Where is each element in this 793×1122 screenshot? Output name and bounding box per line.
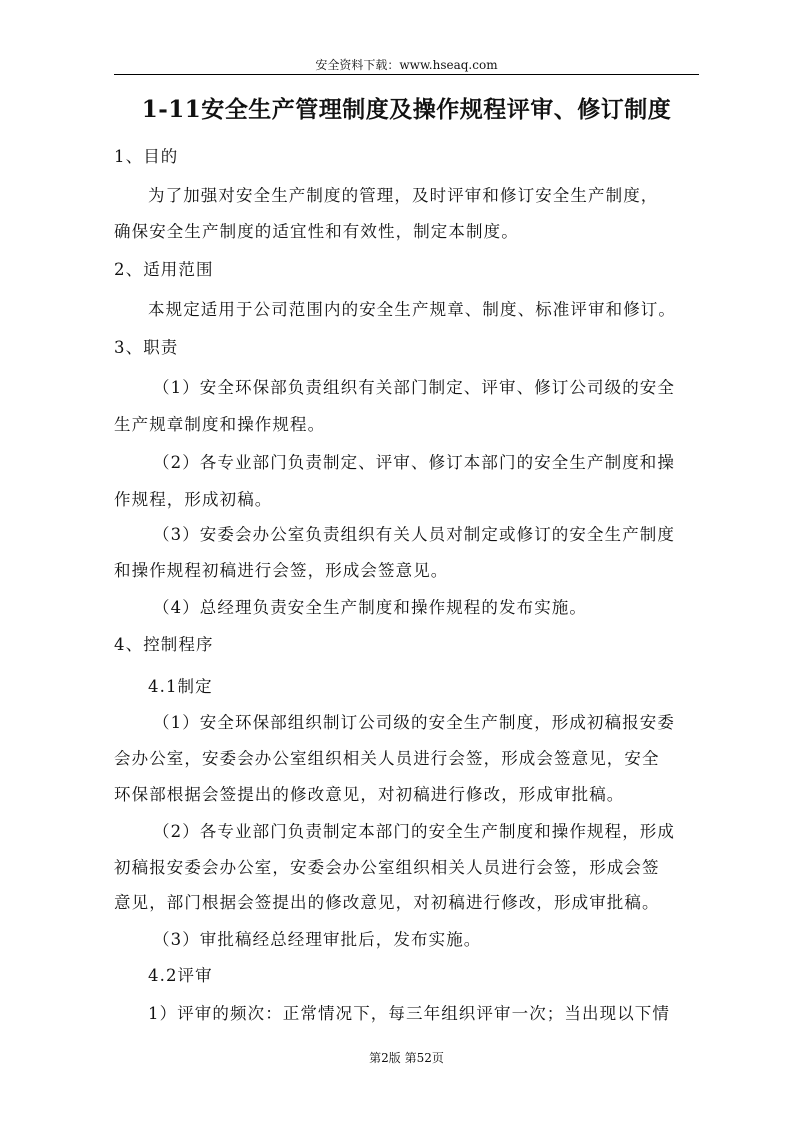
page-header: 安全资料下载：www.hseaq.com [315, 58, 498, 72]
paragraph-line: 作规程，形成初稿。 [114, 490, 273, 509]
paragraph-line: 确保安全生产制度的适宜性和有效性，制定本制度。 [114, 222, 519, 241]
section-heading-duties: 3、职责 [114, 338, 179, 357]
paragraph-line: 会办公室，安委会办公室组织相关人员进行会签，形成会签意见，安全 [114, 749, 660, 768]
paragraph-line: 和操作规程初稿进行会签，形成会签意见。 [114, 561, 449, 580]
subsection-heading-formulation: 4.1制定 [148, 677, 213, 696]
subsection-heading-review: 4.2评审 [148, 966, 213, 985]
paragraph-line: 环保部根据会签提出的修改意见，对初稿进行修改，形成审批稿。 [114, 785, 625, 804]
paragraph-line: （3）审批稿经总经理审批后，发布实施。 [153, 930, 482, 949]
section-heading-purpose: 1、目的 [114, 147, 179, 166]
paragraph-line: （1）安全环保部组织制订公司级的安全生产制度，形成初稿报安委 [153, 713, 675, 732]
paragraph-line: 意见，部门根据会签提出的修改意见，对初稿进行修改，形成审批稿。 [114, 893, 660, 912]
document-title: 1-11安全生产管理制度及操作规程评审、修订制度 [141, 96, 672, 123]
paragraph-line: 1）评审的频次：正常情况下，每三年组织评审一次；当出现以下情 [148, 1004, 670, 1023]
paragraph-line: （2）各专业部门负责制定本部门的安全生产制度和操作规程，形成 [153, 822, 675, 841]
page-footer: 第2版 第52页 [369, 1051, 444, 1065]
paragraph-line: （2）各专业部门负责制定、评审、修订本部门的安全生产制度和操 [153, 453, 675, 472]
section-heading-procedure: 4、控制程序 [114, 635, 214, 654]
paragraph-line: 本规定适用于公司范围内的安全生产规章、制度、标准评审和修订。 [148, 300, 676, 319]
paragraph-line: （4）总经理负责安全生产制度和操作规程的发布实施。 [153, 598, 587, 617]
header-divider [114, 74, 699, 75]
paragraph-line: （3）安委会办公室负责组织有关人员对制定或修订的安全生产制度 [153, 525, 675, 544]
paragraph-line: （1）安全环保部负责组织有关部门制定、评审、修订公司级的安全 [153, 378, 675, 397]
paragraph-line: 为了加强对安全生产制度的管理，及时评审和修订安全生产制度， [148, 186, 659, 205]
section-heading-scope: 2、适用范围 [114, 260, 214, 279]
paragraph-line: 初稿报安委会办公室，安委会办公室组织相关人员进行会签，形成会签 [114, 858, 660, 877]
paragraph-line: 生产规章制度和操作规程。 [114, 415, 326, 434]
